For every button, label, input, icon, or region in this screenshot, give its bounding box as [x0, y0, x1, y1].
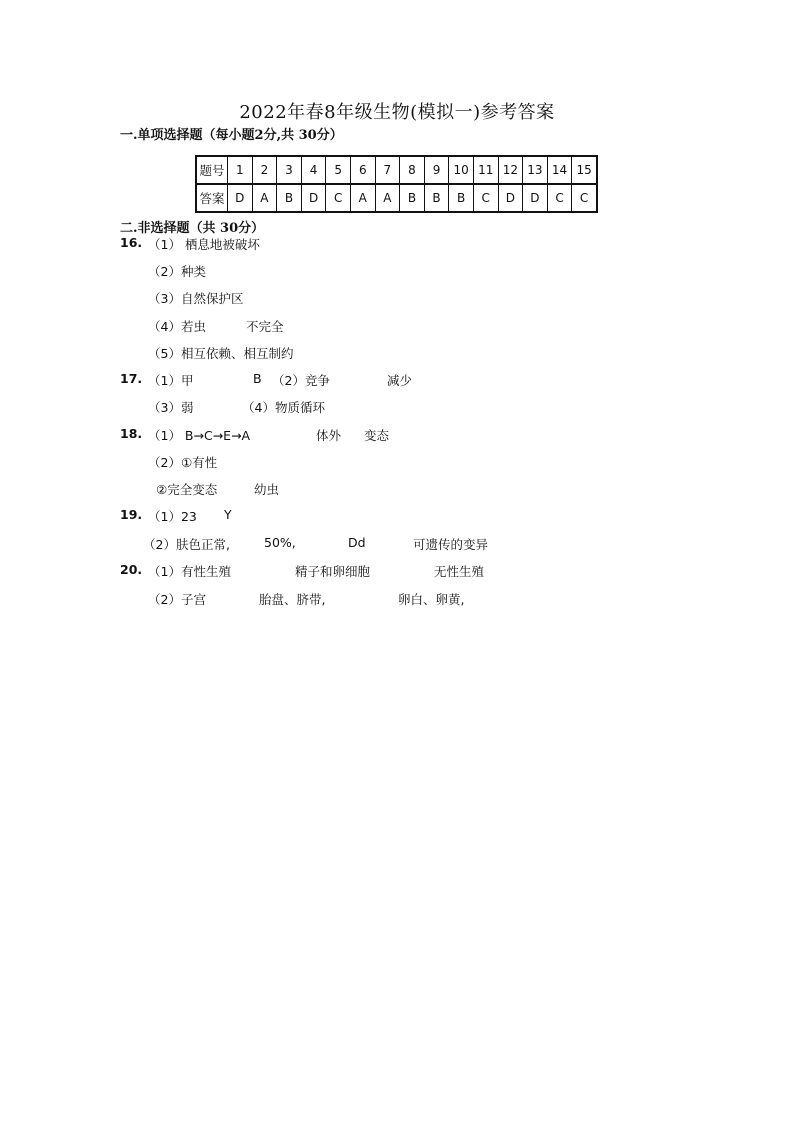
q19-line-2-answer-3: Dd	[348, 535, 366, 550]
number-cell: 4	[301, 156, 326, 184]
section-2-heading: 二.非选择题（共 30分）	[120, 221, 265, 236]
answer-cell: A	[375, 184, 400, 212]
number-cell: 13	[523, 156, 548, 184]
q17-line-1-answer-3: （2）竞争	[272, 373, 330, 388]
number-cell: 6	[350, 156, 375, 184]
number-cell: 12	[498, 156, 523, 184]
answer-cell: D	[523, 184, 548, 212]
section-1-heading: 一.单项选择题（每小题2分,共 30分）	[120, 128, 343, 143]
answer-cell: D	[301, 184, 326, 212]
answer-cell: C	[326, 184, 351, 212]
q17-line-1-answer-2: B	[253, 371, 262, 386]
number-cell: 11	[473, 156, 498, 184]
q18-line-1-answer-2: 体外	[316, 428, 342, 443]
q20-line-1-answer-3: 无性生殖	[434, 564, 485, 579]
q19-line-1-answer-2: Y	[224, 507, 232, 522]
number-cell: 10	[449, 156, 474, 184]
number-cell: 7	[375, 156, 400, 184]
number-cell: 5	[326, 156, 351, 184]
row-header-answer: 答案	[196, 184, 228, 212]
answer-cell: B	[277, 184, 302, 212]
q19-line-2-answer-2: 50%,	[264, 535, 296, 550]
question-number-19: 19.	[120, 507, 143, 522]
q17-line-1-answer-4: 减少	[387, 373, 413, 388]
number-cell: 14	[547, 156, 572, 184]
page-title: 2022年春8年级生物(模拟一)参考答案	[239, 102, 555, 123]
answer-cell: A	[252, 184, 277, 212]
q16-line-5: （5）相互依赖、相互制约	[148, 346, 294, 361]
question-number-20: 20.	[120, 562, 143, 577]
answer-cell: B	[449, 184, 474, 212]
answer-cell: C	[547, 184, 572, 212]
number-cell: 15	[572, 156, 597, 184]
answer-row	[196, 184, 597, 212]
question-number-row	[196, 156, 597, 184]
q20-line-2-answer-3: 卵白、卵黄,	[398, 592, 465, 607]
row-header-number: 题号	[196, 156, 228, 184]
answer-cell: A	[350, 184, 375, 212]
q16-line-2: （2）种类	[148, 264, 206, 279]
question-number-18: 18.	[120, 426, 143, 441]
q16-line-4-answer-2: 不完全	[246, 319, 284, 334]
q20-line-2-answer-1: （2）子宫	[148, 592, 206, 607]
q20-line-1-answer-2: 精子和卵细胞	[295, 564, 371, 579]
q17-line-2-answer-1: （3）弱	[148, 400, 194, 415]
q18-line-3-answer-2: 幼虫	[254, 482, 280, 497]
q18-line-1-answer-1: （1） B→C→E→A	[148, 428, 251, 443]
number-cell: 1	[228, 156, 253, 184]
q17-line-1-answer-1: （1）甲	[148, 373, 194, 388]
q16-line-4-answer-1: （4）若虫	[148, 319, 206, 334]
q16-line-3: （3）自然保护区	[148, 291, 244, 306]
q18-line-3-answer-1: ②完全变态	[156, 482, 218, 497]
answer-cell: D	[498, 184, 523, 212]
number-cell: 3	[277, 156, 302, 184]
q20-line-1-answer-1: （1）有性生殖	[148, 564, 231, 579]
q18-line-2: （2）①有性	[148, 455, 218, 470]
answer-cell: C	[572, 184, 597, 212]
q19-line-2-answer-4: 可遗传的变异	[413, 537, 489, 552]
answer-cell: B	[400, 184, 425, 212]
question-number-17: 17.	[120, 371, 143, 386]
q19-line-2-answer-1: （2）肤色正常,	[143, 537, 230, 552]
q17-line-2-answer-2: （4）物质循环	[242, 400, 325, 415]
q20-line-2-answer-2: 胎盘、脐带,	[259, 592, 326, 607]
answer-table	[195, 155, 598, 213]
number-cell: 8	[400, 156, 425, 184]
answer-cell: B	[424, 184, 449, 212]
question-number-16: 16.	[120, 235, 143, 250]
q16-line-1: （1） 栖息地被破坏	[148, 237, 260, 252]
number-cell: 2	[252, 156, 277, 184]
answer-cell: C	[473, 184, 498, 212]
q19-line-1-answer-1: （1）23	[148, 509, 197, 524]
number-cell: 9	[424, 156, 449, 184]
q18-line-1-answer-3: 变态	[364, 428, 390, 443]
answer-cell: D	[228, 184, 253, 212]
